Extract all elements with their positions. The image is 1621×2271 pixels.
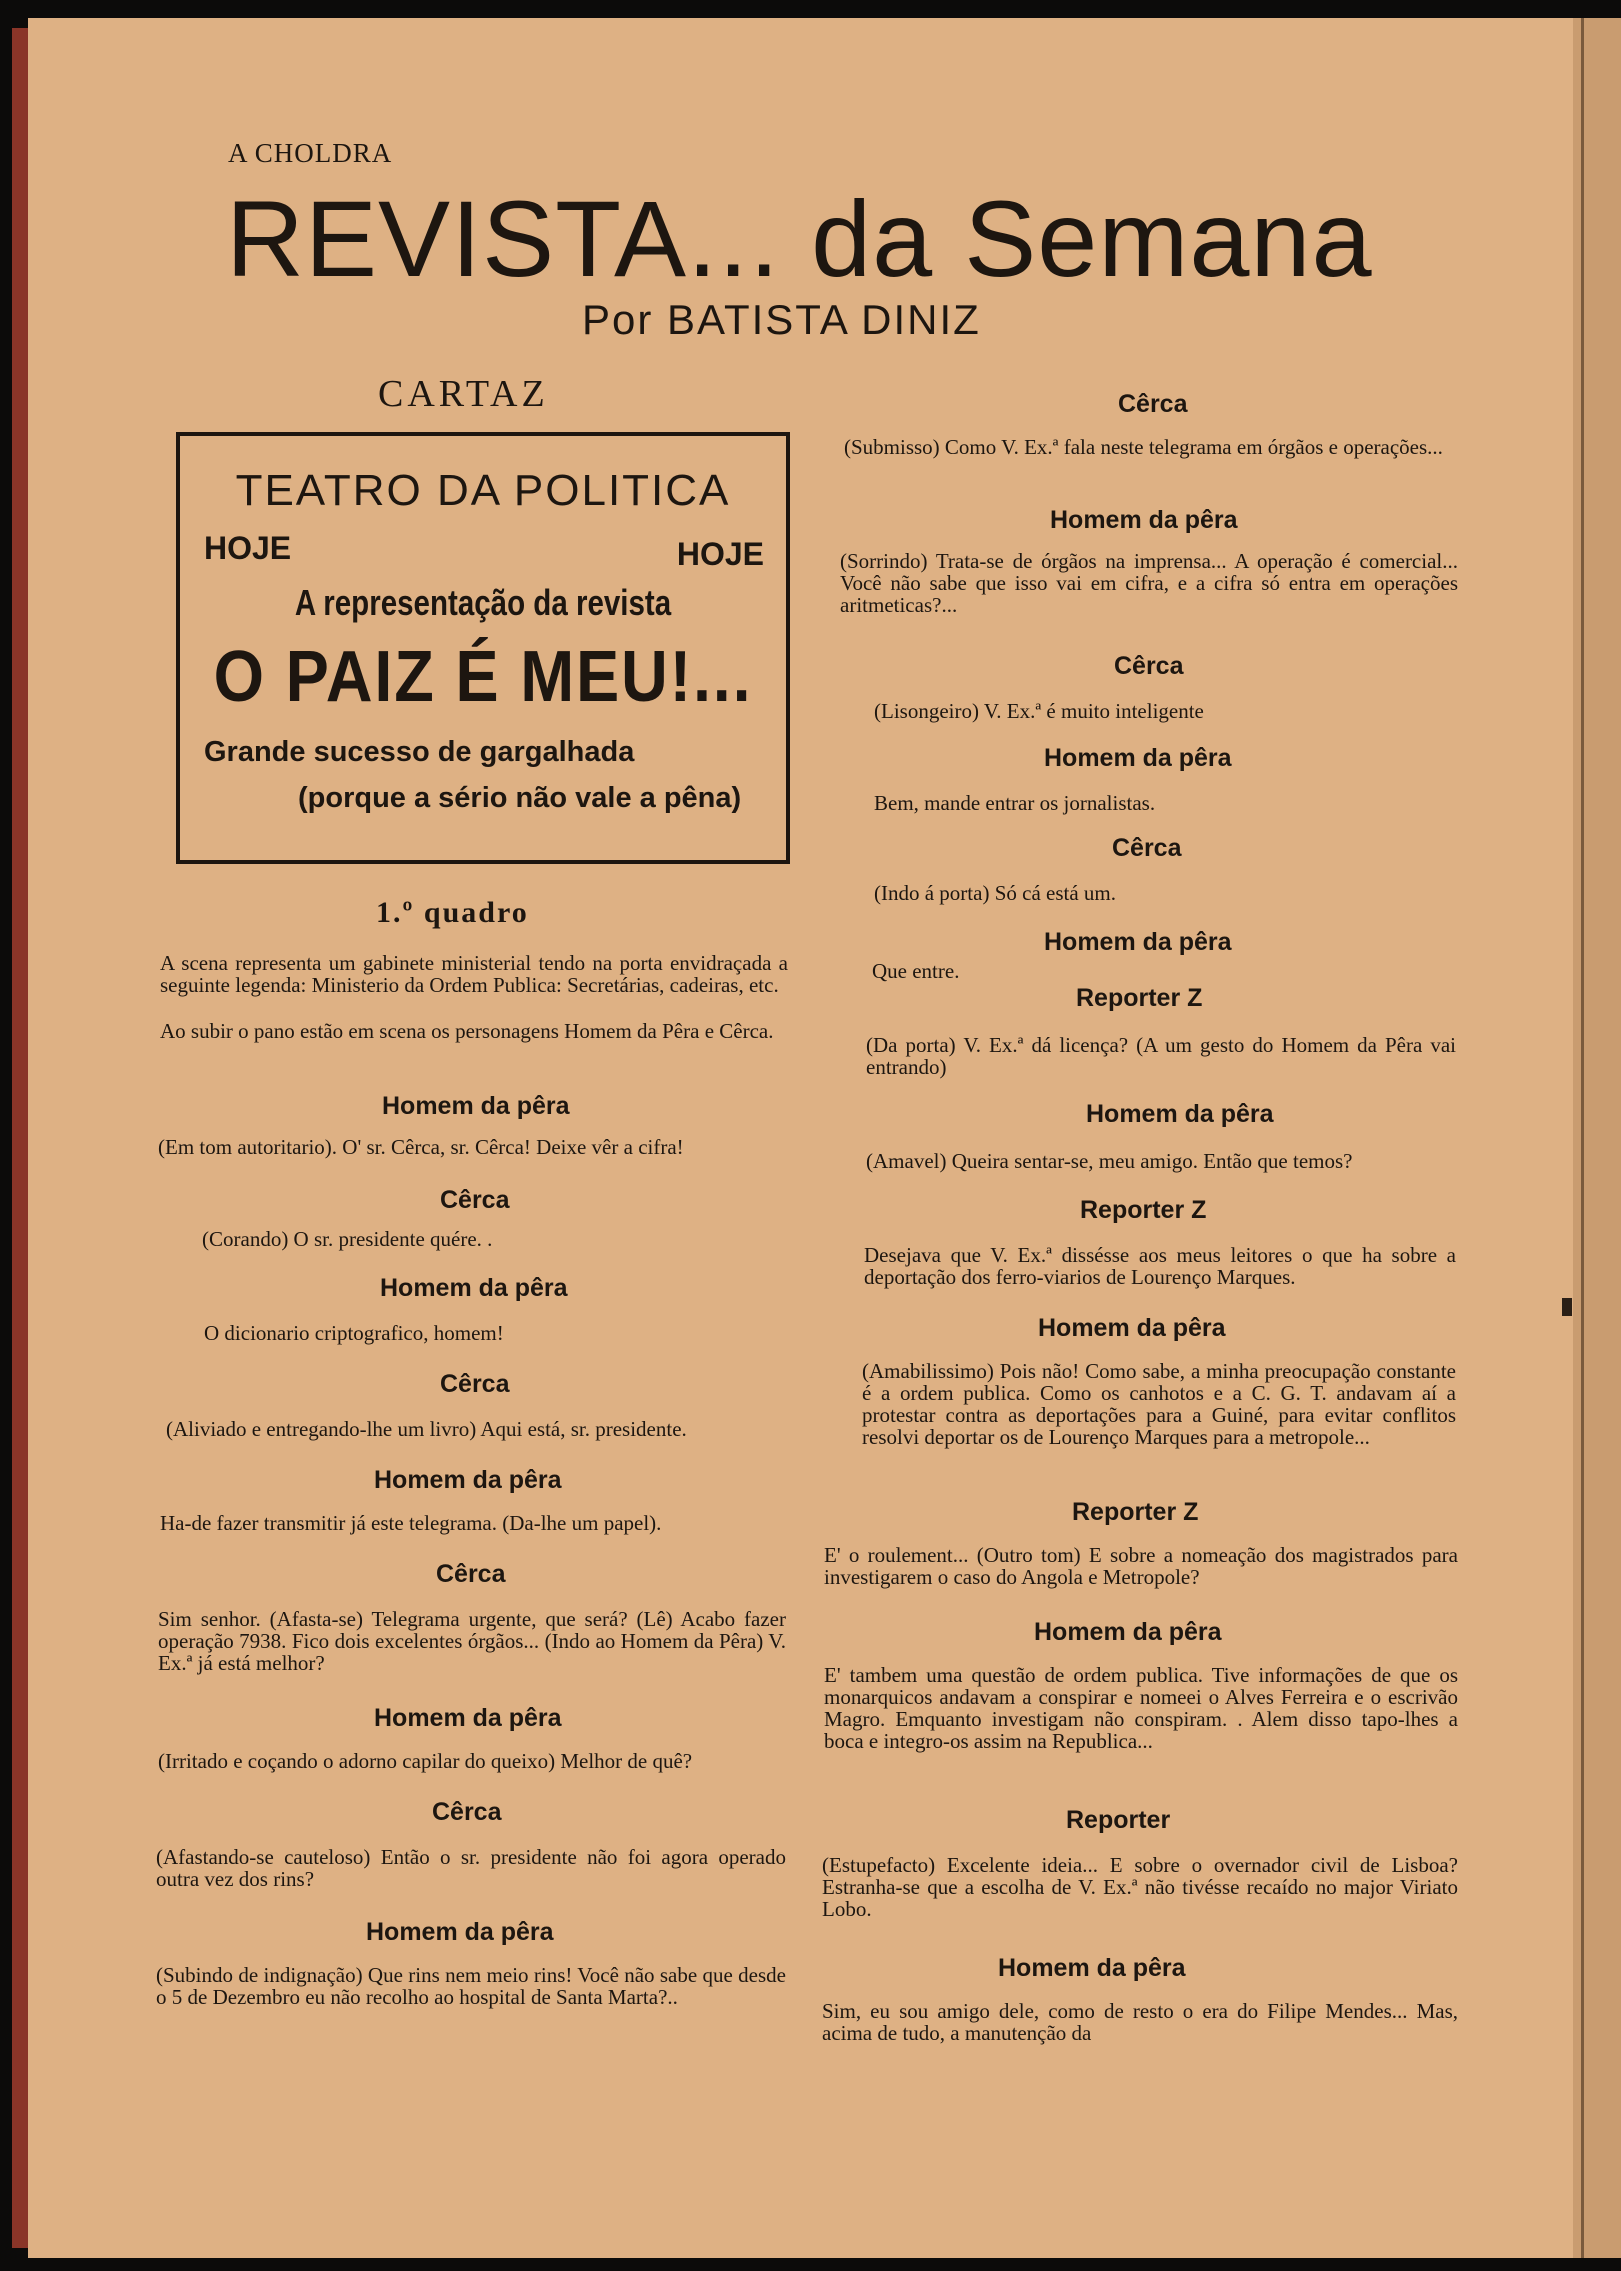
dialogue-line: Sim senhor. (Afasta-se) Telegrama urgente, que será? (Lê) Acabo fazer operação 7938. Fico dois excelentes órgãos... (Indo ao Homem da Pêra) V. Ex.ª já está melhor? (158, 1607, 786, 1675)
quadro-heading: 1.º quadro (376, 896, 529, 929)
dialogue-line: (Sorrindo) Trata-se de órgãos na imprensa... A operação é comercial... Você não sabe que isso vai em cifra, e a cifra só entra em operações aritmeticas?... (840, 549, 1458, 617)
dialogue-line: (Amavel) Queira sentar-se, meu amigo. Então que temos? (866, 1149, 1353, 1173)
speaker-name: Cêrca (432, 1798, 502, 1826)
speaker-name: Homem da pêra (998, 1954, 1186, 1982)
dialogue-line: Ha-de fazer transmitir já este telegrama. (Da-lhe um papel). (160, 1511, 662, 1535)
speaker-name: Homem da pêra (1038, 1314, 1226, 1342)
dialogue-line: (Lisongeiro) V. Ex.ª é muito inteligente (874, 699, 1204, 723)
cartaz-heading: CARTAZ (378, 373, 549, 415)
scene-description: A scena representa um gabinete ministerial tendo na porta envidraçada a seguinte legenda: Ministerio da Ordem Publica: Secretárias, cadeiras, etc. (160, 951, 788, 997)
dialogue-line: (Irritado e coçando o adorno capilar do queixo) Melhor de quê? (158, 1749, 693, 1773)
binding-mark (1562, 1298, 1572, 1316)
speaker-name: Reporter (1066, 1806, 1171, 1834)
speaker-name: Cêrca (436, 1560, 506, 1588)
speaker-name: Cêrca (1118, 390, 1188, 418)
speaker-name: Homem da pêra (1044, 928, 1232, 956)
dialogue-line: (Subindo de indignação) Que rins nem meio rins! Você não sabe que desde o 5 de Dezembro eu não recolho ao hospital de Santa Marta?.. (156, 1963, 786, 2009)
dialogue-line: (Amabilissimo) Pois não! Como sabe, a minha preocupação constante é a ordem publica. Como os canhotos e a C. G. T. andavam aí a protestar contra as deportações para a Guiné, para evitar conflitos resolvi deportar os de Lourenço Marques para a metropole... (862, 1359, 1456, 1449)
dialogue-line: O dicionario criptografico, homem! (204, 1321, 504, 1345)
poster-hoje-left: HOJE (204, 530, 292, 566)
article-byline: Por BATISTA DINIZ (582, 296, 981, 343)
poster-hoje-right: HOJE (676, 536, 764, 572)
speaker-name: Reporter Z (1080, 1196, 1207, 1224)
speaker-name: Homem da pêra (380, 1274, 568, 1302)
scene-curtain: Ao subir o pano estão em scena os personagens Homem da Pêra e Cêrca. (160, 1019, 774, 1043)
speaker-name: Cêrca (1114, 652, 1184, 680)
speaker-name: Reporter Z (1072, 1498, 1199, 1526)
poster-representation: A representação da revista (294, 582, 672, 623)
speaker-name: Cêrca (440, 1370, 510, 1398)
dialogue-line: (Indo á porta) Só cá está um. (874, 881, 1117, 905)
speaker-name: Homem da pêra (366, 1918, 554, 1946)
speaker-name: Homem da pêra (1086, 1100, 1274, 1128)
dialogue-line: Sim, eu sou amigo dele, como de resto o era do Filipe Mendes... Mas, acima de tudo, a manutenção da (822, 1999, 1458, 2045)
dialogue-line: (Afastando-se cauteloso) Então o sr. presidente não foi agora operado outra vez dos rins? (156, 1845, 786, 1891)
dialogue-line: (Aliviado e entregando-lhe um livro) Aqui está, sr. presidente. (166, 1417, 687, 1441)
magazine-name: A CHOLDRA (228, 138, 393, 168)
page-crease (1581, 18, 1584, 2258)
speaker-name: Reporter Z (1076, 984, 1203, 1012)
poster-success: Grande sucesso de gargalhada (204, 736, 635, 768)
speaker-name: Homem da pêra (1050, 506, 1238, 534)
speaker-name: Cêrca (1112, 834, 1182, 862)
speaker-name: Homem da pêra (374, 1704, 562, 1732)
dialogue-line: (Corando) O sr. presidente quére. . (202, 1227, 493, 1251)
dialogue-line: E' o roulement... (Outro tom) E sobre a nomeação dos magistrados para investigarem o caso do Angola e Metropole? (824, 1543, 1458, 1589)
dialogue-line: Bem, mande entrar os jornalistas. (874, 791, 1156, 815)
dialogue-line: Que entre. (872, 959, 960, 983)
dialogue-line: Desejava que V. Ex.ª dissésse aos meus leitores o que ha sobre a deportação dos ferro-viarios de Lourenço Marques. (864, 1243, 1456, 1289)
speaker-name: Homem da pêra (374, 1466, 562, 1494)
dialogue-line: E' tambem uma questão de ordem publica. Tive informações de que os monarquicos andavam a conspirar e nomeei o Alves Ferreira e o escrivão Magro. Emquanto investigam não conspiram. . Alem disso tapo-lhes a boca e integro-os assim na Republica... (824, 1663, 1458, 1753)
poster-reason: (porque a sério não vale a pêna) (298, 782, 742, 814)
theatre-poster (176, 432, 790, 864)
dialogue-line: (Estupefacto) Excelente ideia... E sobre o overnador civil de Lisboa? Estranha-se que a escolha de V. Ex.ª não tivésse recaído no major Viriato Lobo. (822, 1853, 1458, 1921)
speaker-name: Homem da pêra (1044, 744, 1232, 772)
speaker-name: Homem da pêra (1034, 1618, 1222, 1646)
dialogue-line: (Em tom autoritario). O' sr. Cêrca, sr. Cêrca! Deixe vêr a cifra! (158, 1135, 684, 1159)
speaker-name: Cêrca (440, 1186, 510, 1214)
poster-theatre: TEATRO DA POLITICA (235, 466, 731, 515)
speaker-name: Homem da pêra (382, 1092, 570, 1120)
poster-play-title: O PAIZ É MEU!... (213, 637, 753, 717)
article-title: REVISTA... da Semana (226, 178, 1373, 299)
dialogue-line: (Da porta) V. Ex.ª dá licença? (A um gesto do Homem da Pêra vai entrando) (866, 1033, 1456, 1079)
dialogue-line: (Submisso) Como V. Ex.ª fala neste telegrama em órgãos e operações... (844, 435, 1443, 459)
facing-page-edge (1573, 18, 1621, 2258)
